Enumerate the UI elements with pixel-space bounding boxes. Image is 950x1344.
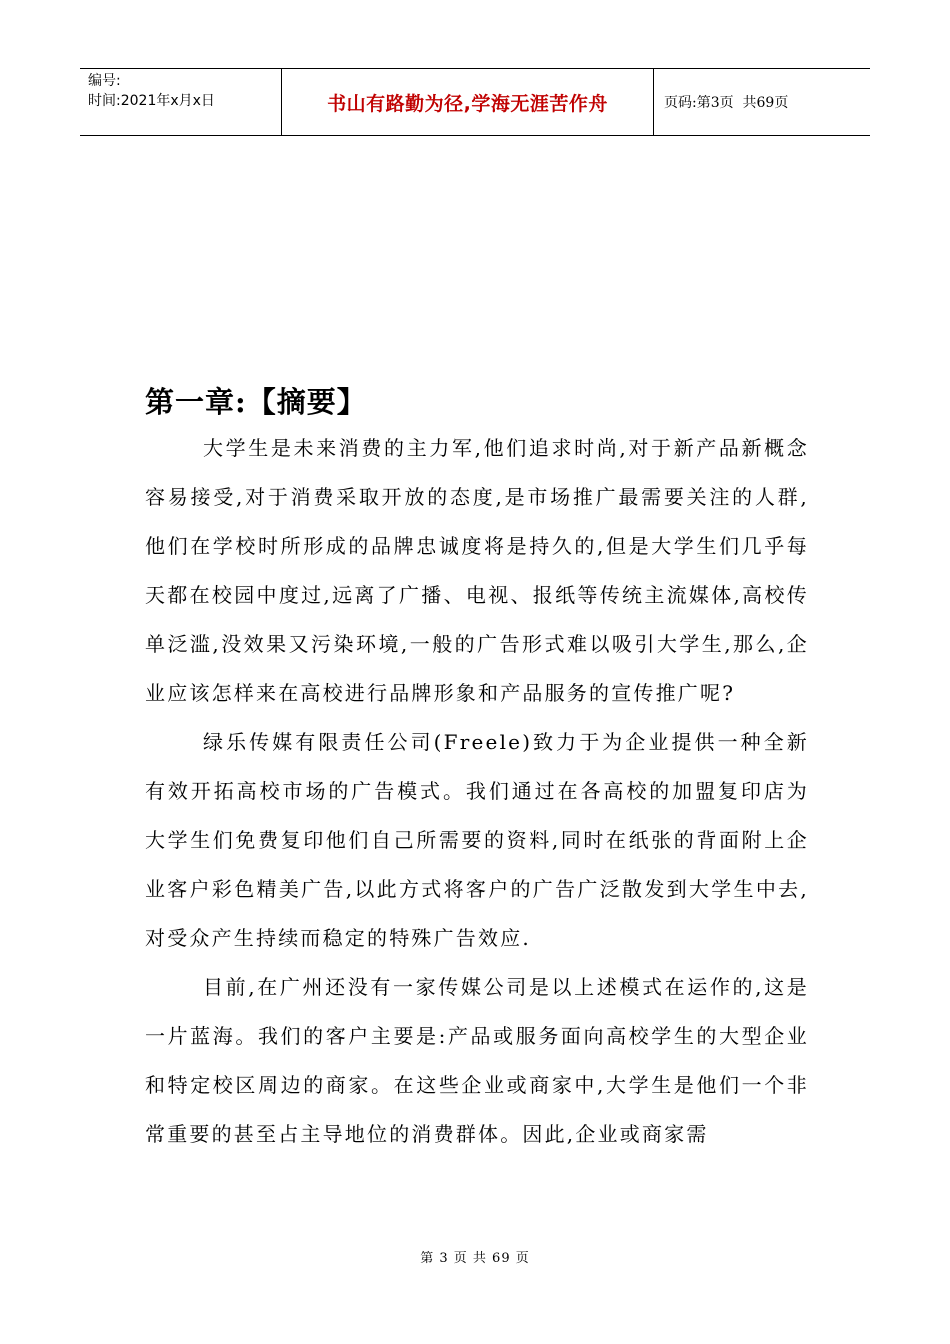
number-label: 编号: — [88, 73, 121, 89]
paragraph: 绿乐传媒有限责任公司(Freele)致力于为企业提供一种全新有效开拓高校市场的广告模式。我们通过在各高校的加盟复印店为大学生们免费复印他们自己所需要的资料,同时在纸张的背面附上企业客户彩色精美广告,以此方式将客户的广告广泛散发到大学生中去,对受众产生持续而稳定的特殊广告效应. — [145, 730, 809, 950]
header-meta — [80, 69, 282, 135]
header-page-info: 页码:第3页 共69页 — [664, 95, 789, 111]
body-text — [145, 424, 809, 1159]
document-header — [80, 68, 870, 136]
paragraph: 目前,在广州还没有一家传媒公司是以上述模式在运作的,这是一片蓝海。我们的客户主要是:产品或服务面向高校学生的大型企业和特定校区周边的商家。在这些企业或商家中,大学生是他们一个非常重要的甚至占主导地位的消费群体。因此,企业或商家需 — [145, 975, 809, 1146]
chapter-title: 第一章:【摘要】 — [145, 385, 367, 419]
page-footer: 第 3 页 共 69 页 — [420, 1251, 530, 1266]
header-motto: 书山有路勤为径,学海无涯苦作舟 — [282, 69, 654, 135]
date-label: 时间:2021年x月x日 — [88, 93, 215, 109]
paragraph: 大学生是未来消费的主力军,他们追求时尚,对于新产品新概念容易接受,对于消费采取开放的态度,是市场推广最需要关注的人群,他们在学校时所形成的品牌忠诚度将是持久的,但是大学生们几乎每天都在校园中度过,远离了广播、电视、报纸等传统主流媒体,高校传单泛滥,没效果又污染环境,一般的广告形式难以吸引大学生,那么,企业应该怎样来在高校进行品牌形象和产品服务的宣传推广呢? — [145, 436, 809, 705]
